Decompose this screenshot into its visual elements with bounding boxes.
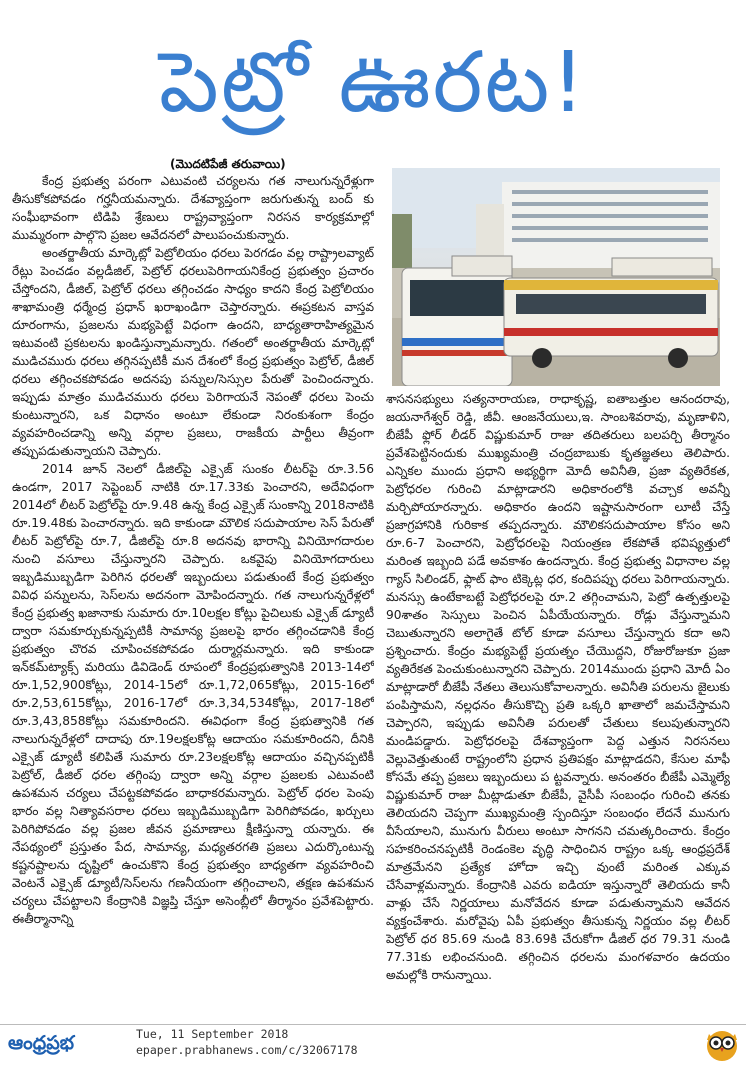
footer-divider — [0, 1024, 746, 1025]
paragraph: శాసనసభ్యులు సత్యనారాయణ, రాధాకృష్ణ, ఐతాబత్తుల ఆనందరావు, జయనాగేశ్వర్ రెడ్డి, జీవీ. ఆంజనేయులు,ఇ. సాంబశివరావు, మృణాళిని, బీజేపీ ఫ్లోర్ లీడర్ విష్ణుకుమార్ రాజు తదితరులు బలపర్చి తీర్మానం ప్రవేశపెట్టినందుకు ముఖ్యమంత్రి చంద్రబాబుకు కృతజ్ఞతలు తెలిపారు. ఎన్నికల ముందు ప్రధాని అభ్యర్థిగా మోదీ అవినీతి, ప్రజా వ్యతిరేకత, పెట్రోధరల గురించి మాట్లాడారని అధికారంలోకి వచ్చాక అవన్నీ మర్చిపోయారన్నారు. అధికారం ఉందని ఇష్టానుసారంగా లూటీ చేస్తే ప్రజాగ్రహానికి గురికాక తప్పదన్నారు. మౌలికసదుపాయాల కోసం అని రూ.6-7 పెంచారని, పెట్రోధరలపై నియంత్రణ లేకపోతే భవిష్యత్తులో మరింత ఇబ్బంది పడే అవకాశం ఉందన్నారు. కేంద్ర ప్రభుత్వ విధానాల వల్ల గ్యాస్ సిలిండర్, ఫ్లాట్ ఫాం టిక్కెట్ల ధర, కందిపప్పు ధరలు పెరిగాయన్నారు. మనస్సు ఉంటేకాబట్టే పెట్రోధరలపై రూ.2 తగ్గించామని, పెట్రో ఉత్పత్తులపై 90శాతం సెస్సులు పెంచిన ఏపీయేయన్నారు. రోడ్లు వేస్తున్నామని చెబుతున్నారని అలాగైతే టోల్ కూడా వసూలు చేస్తున్నారు కదా అని ప్రశ్నించారు. కేంద్రం మభ్యపెట్టే ప్రయత్నం చేయొద్దని, రోజురోజుకూ ప్రజా వ్యతిరేకత పెంచుకుంటున్నారని చెప్పారు. 2014ముందు ప్రధాని మోదీ ఏం మాట్లాడారో బీజేపీ నేతలు తెలుసుకోవాలన్నారు. అవినీతి పరులను జైలుకు పంపిస్తామని, నల్లధనం తీసుకొచ్చి ప్రతి ఒక్కరి ఖాతాలో జమచేస్తామని చెప్పారని, ఇప్పుడు అవినీతి పరులతో చేతులు కలుపుతున్నారని మండిపడ్డారు. పెట్రోధరలపై దేశవ్యాప్తంగా పెద్ద ఎత్తున నిరసనలు వెల్లువెత్తుతుంటే రాష్ట్రంలోని ప్రధాన ప్రతిపక్షం మాట్లాడదని, కేసుల మాఫీ కోసమే తప్ప ప్రజలు ఇబ్బందులు ప ట్టవన్నారు. అనంతరం బీజేపీ ఎమ్మెల్యే విష్ణుకుమార్ రాజు మీట్లాడుతూ బీజేపీ, వైసీపీ సంబంధం గురించి తనకు తెలియదని చెప్పగా ముఖ్యమంత్రి స్పందిస్తూ సంబంధం లేదనే మునుగు వీసేయాలని, మునుగు వీరులు అంటూ సాగనని చమత్కరించారు. కేంద్రం సహకరించనప్పటికీ రెండంకెల వృద్ధి సాధించిన రాష్ట్రం ఒక్క ఆంధ్రప్రదేశ్ మాత్రమేనని ప్రత్యేక హోదా ఇచ్చి వుంటే మరింత ఎక్కువ చేసేవాళ్లమన్నారు. కేంద్రానికి ఎవరు ఐడియా ఇస్తున్నారో తెలియదు కానీ వాళ్లు చేసే నిర్ణయాలు మనోవేదన కూడా పడుతున్నామని ఆవేదన వ్యక్తంచేశారు. మరోవైపు ఏపీ ప్రభుత్వం తీసుకున్న నిర్ణయం వల్ల లీటర్ పెట్రోల్ ధర 85.69 నుండి 83.69కి చేరుకోగా డీజిల్ ధర 79.31 నుండి 77.31కు లభించనుంది. తగ్గించిన ధరలను మంగళవారం ఉదయం అమల్లోకి రానున్నాయి. — [386, 392, 730, 982]
paragraph: కేంద్ర ప్రభుత్వ పరంగా ఎటువంటి చర్యలను గత నాలుగున్నరేళ్లుగా తీసుకోకపోవడం గర్హనీయమన్నారు. దేశవ్యాప్తంగా జరుగుతున్న బంద్ కు సంఘీభావంగా టిడిపి శ్రేణులు రాష్ట్రవ్యాప్తంగా నిరసన కార్యక్రమాల్లో ముమ్మరంగా పాల్గొని ప్రజల ఆవేదనలో పాలుపంచుకున్నారు. — [12, 174, 374, 242]
article-column-right — [386, 390, 730, 1018]
owl-icon — [704, 1026, 740, 1062]
footer-info — [136, 1026, 358, 1058]
bus-side — [504, 278, 718, 368]
paragraph: అంతర్జాతీయ మార్కెట్లో పెట్రోలియం ధరలు పెరగడం వల్ల రాష్ట్రాలవ్యాట్ రేట్లు పెంచడం వల్లడీజిల్, పెట్రోల్ ధరలుపెరిగాయనికేంద్ర ప్రభుత్వం ప్రచారం చేస్తోందని, డీజిల్, పెట్రోల్ ధరలు తగ్గించడం సాధ్యం కాదని కేంద్ర పెట్రోలియం శాఖామంత్రి ధర్మేంద్ర ప్రధాన్ ఖరాఖండిగా చెప్తారన్నారు. ఈప్రకటన వాస్తవ దూరంగాను, ప్రజలను మభ్యపెట్టే విధంగా ఉందని, బాధ్యతారాహిత్యమైన ఇటువంటి ప్రకటలను ఖండిస్తున్నామన్నారు. గతంలో అంతర్జాతీయ మార్కెట్లో ముడిచమురు ధరలు తగ్గినప్పటికీ మన దేశంలో కేంద్ర ప్రభుత్వం పెట్రోల్, డీజిల్ ధరలు తగ్గించకపోవడం అదనపు పన్నుల/సెస్సుల పేరుతో పెంచిందన్నారు. ఇప్పుడు మాత్రం ముడిచమురు ధరలు పెరిగాయనే నెపంతో ధరలు పెంచు కుంటున్నారని, ఒక విధానం అంటూ లేకుండా నిరంకుశంగా కేంద్రం వ్యవహరించడాన్ని అన్ని వర్గాల ప్రజలు, రాజకీయ పార్టీలు తీవ్రంగా తప్పుపడుతున్నాయని చెప్పారు. — [12, 246, 374, 458]
paragraph: 2014 జూన్ నెలలో డీజిల్‌పై ఎక్సైజ్ సుంకం లీటర్‌పై రూ.3.56 ఉండగా, 2017 సెప్టెంబర్ నాటికి రూ.17.33కు పెంచారని, అదేవిధంగా 2014లో లీటర్ పెట్రోల్‌పై రూ.9.48 ఉన్న కేంద్ర ఎక్సైజ్ సుంకాన్ని 2018నాటికి రూ.19.48కు పెంచారన్నారు. ఇది కాకుండా మౌలిక సదుపాయాల సెస్ పేరుతో లీటర్ పెట్రోల్‌పై రూ.7, డీజిల్‌పై రూ.8 అదనవు భారాన్ని వినియోగదారుల నుంచి వసూలు చేస్తున్నారని చెప్పారు. ఒకవైపు వినియోగదారులు ఇబ్బడిముబ్బడిగా పెరిగిన ధరలతో ఇబ్బందులు పడుతుంటే కేంద్ర ప్రభుత్వం వివిధ పన్నులను, సెస్‌లను అదనంగా మోపిందన్నారు. గత నాలుగున్నరేళ్లలో కేంద్ర ప్రభుత్వ ఖజానాకు సుమారు రూ.10లక్షల కోట్లు పైచిలుకు ఎక్సైజ్ డ్యూటీ ద్వారా సమకూర్చుకున్నప్పటికీ సామాన్య ప్రజలపై భారం తగ్గించడానికి కేంద్ర ప్రభుత్వం చొరవ చూపించకపోవడం దుర్మార్గమన్నారు. ఇది కాకుండా ఇన్‌కమ్‌ట్యాక్స్ మరియు డివిడెండ్ రూపంలో కేంద్రప్రభుత్వానికి 2013-14లో రూ.1,52,900కోట్లు, 2014-15లో రూ.1,72,065కోట్లు, 2015-16లో రూ.2,53,615కోట్లు, 2016-17లో రూ.3,34,534కోట్లు, 2017-18లో రూ.3,43,858కోట్లు సమకూరిందని. ఈవిధంగా కేంద్ర ప్రభుత్వానికి గత నాలుగున్నరేళ్లలో దాదాపు రూ.19లక్షలకోట్ల ఆదాయం సమకూరిందని, దీనికి ఎక్సైజ్ డ్యూటీ కలిపితే సుమారు రూ.23లక్షలకోట్ల ఆదాయం వచ్చినప్పటికీ పెట్రోల్, డీజిల్ ధరల తగ్గింపు ద్వారా అన్ని వర్గాల ప్రజలకు ఎటువంటి ఉపశమన చర్యలు చేపట్టకపోవడం బాధాకరమన్నారు. పెట్రోల్ ధరల పెంపు భారం వల్ల నిత్యావసరాల ధరలు ఇబ్బడిముబ్బడిగా పెరిగిపోవడం, ఖర్చులు పెరిగిపోవడం వల్ల ప్రజల జీవన ప్రమాణాలు క్షీణిస్తున్నా యన్నారు. ఈ నేపథ్యంలో ప్రస్తుతం పేద, సామాన్య, మధ్యతరగతి ప్రజలు ఎదుర్కొంటున్న కష్టనష్టాలను దృష్టిలో ఉంచుకొని కేంద్ర ప్రభుత్వం బాధ్యతగా వ్యవహరించి వెంటనే ఎక్సైజ్ డ్యూటీ/సెస్‌లను గణనీయంగా తగ్గించాలని, తక్షణ ఉపశమన చర్యలు చేపట్టాలని కేంద్రానికి విజ్ఞప్తి చేస్తూ అసెంబ్లీలో తీర్మానం ప్రవేశపెట్టారు. ఈతీర్మానాన్ని — [12, 462, 374, 926]
headline: పెట్రో ఊరట! — [159, 33, 587, 131]
article-column-left — [12, 172, 374, 1020]
newspaper-logo: ఆంధ్రప్రభ — [8, 1032, 74, 1054]
bus-front — [402, 268, 512, 386]
bus-depot-photo — [392, 168, 720, 386]
kicker-continued-from-front-page: (మొదటిపేజీ తరువాయి) — [170, 157, 286, 171]
epaper-url[interactable]: epaper.prabhanews.com/c/32067178 — [136, 1043, 358, 1057]
edition-date: Tue, 11 September 2018 — [136, 1027, 289, 1041]
